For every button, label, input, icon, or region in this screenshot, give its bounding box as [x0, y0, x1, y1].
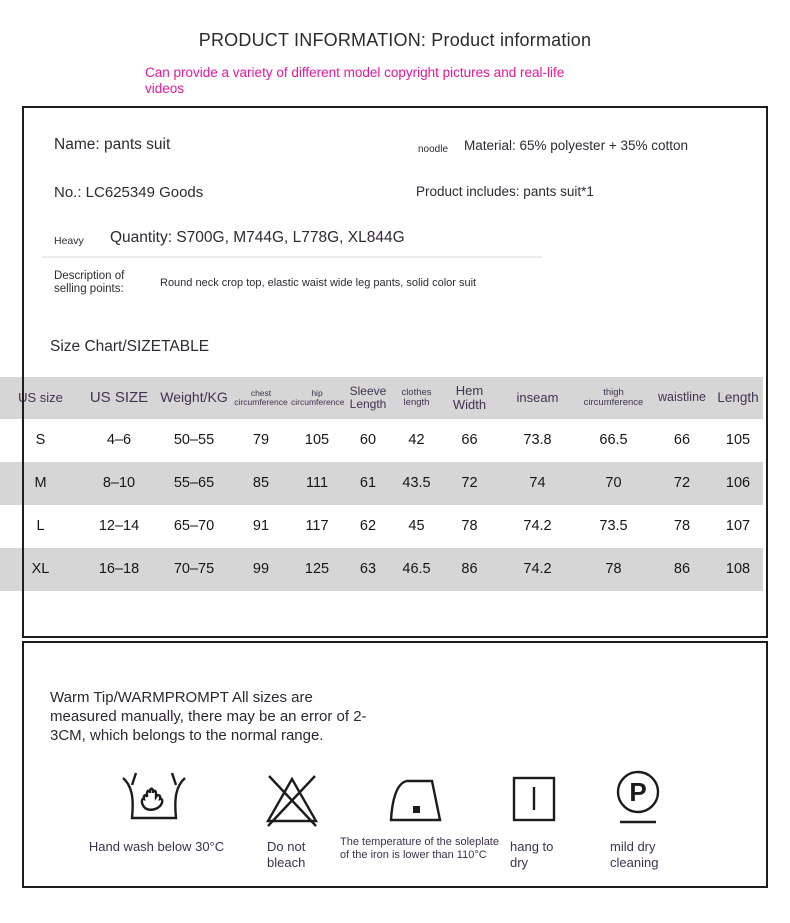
size-chart-cell: 78	[461, 517, 478, 534]
size-chart-cell: S	[35, 431, 46, 448]
description-label: Description of selling points:	[54, 270, 125, 296]
size-chart-cell: 65–70	[173, 517, 215, 534]
size-chart-cell: 45	[408, 517, 425, 534]
size-chart-cell: 55–65	[173, 474, 215, 491]
product-details-box	[22, 106, 768, 638]
size-chart-cell: 105	[725, 431, 751, 448]
size-chart-cell: 86	[461, 560, 478, 577]
size-chart-header-cell: thigh circumference	[583, 386, 644, 408]
size-chart-header-cell: US SIZE	[89, 388, 149, 406]
size-chart-cell: 73.8	[523, 431, 552, 448]
size-chart-cell: 4–6	[106, 431, 132, 448]
copyright-note: Can provide a variety of different model copyright pictures and real-life videos	[145, 65, 565, 96]
product-material: Material: 65% polyester + 35% cotton	[464, 138, 688, 153]
size-chart-header-cell: inseam	[516, 389, 559, 405]
product-quantity: Quantity: S700G, M744G, L778G, XL844G	[110, 229, 405, 246]
size-chart-cell: 79	[252, 431, 270, 448]
size-chart-cell: 61	[359, 474, 377, 491]
size-chart-cell: 117	[305, 517, 329, 534]
care-label: Hand wash below 30°C	[88, 839, 225, 854]
size-chart-heading: Size Chart/SIZETABLE	[50, 338, 210, 355]
size-chart-cell: 60	[359, 431, 377, 448]
size-chart-cell: 107	[725, 517, 751, 534]
size-chart-cell: L	[36, 517, 45, 534]
divider-line	[42, 256, 542, 258]
care-label: The temperature of the soleplate of the iron is lower than 110°C	[340, 836, 499, 862]
size-chart-header-cell: hip circumference	[291, 387, 345, 407]
size-chart-cell: 62	[359, 517, 377, 534]
size-chart-cell: 105	[304, 431, 330, 448]
size-chart-cell: M	[34, 474, 47, 491]
size-chart-cell: 66	[461, 431, 478, 448]
size-chart-header-cell: Length	[717, 389, 759, 405]
hang-to-dry-icon	[511, 774, 557, 824]
size-chart-cell: 74	[529, 474, 546, 491]
product-name: Name: pants suit	[54, 136, 171, 153]
size-chart-header-cell: Sleeve Length	[349, 383, 387, 411]
care-label: hang to dry	[510, 839, 554, 870]
size-chart-cell: 66.5	[599, 431, 628, 448]
size-chart-cell: 8–10	[102, 474, 136, 491]
material-prefix: noodle	[418, 144, 449, 155]
size-chart-cell: 85	[252, 474, 270, 491]
size-chart-cell: 78	[673, 517, 691, 534]
size-chart-header-cell: waistline	[658, 390, 706, 405]
size-chart-cell: 125	[304, 560, 330, 577]
size-chart-cell: 91	[252, 517, 270, 534]
size-chart-cell: 86	[673, 560, 691, 577]
size-chart-cell: 43.5	[402, 474, 431, 491]
size-chart-cell: 106	[725, 474, 751, 491]
size-chart-cell: 16–18	[98, 560, 140, 577]
size-chart-header-cell: clothes length	[401, 386, 432, 408]
size-chart-cell: 111	[305, 474, 329, 491]
size-chart-cell: 46.5	[402, 560, 431, 577]
svg-text:P: P	[629, 777, 647, 807]
iron-low-heat-icon	[388, 774, 446, 828]
size-chart-cell: 108	[725, 560, 751, 577]
size-chart-cell: 70	[605, 474, 622, 491]
size-chart-cell: 78	[605, 560, 622, 577]
size-chart-cell: 74.2	[523, 560, 552, 577]
warm-tip-text: Warm Tip/WARMPROMPT All sizes are measured manually, there may be an error of 2-3CM, which belongs to the normal range.	[50, 689, 367, 744]
weight-prefix: Heavy	[54, 235, 84, 247]
hand-wash-icon	[120, 770, 188, 828]
size-chart-cell: 70–75	[173, 560, 215, 577]
size-chart-cell: 63	[359, 560, 377, 577]
size-chart-cell: 72	[673, 474, 691, 491]
do-not-bleach-icon	[264, 771, 320, 829]
size-chart-cell: 50–55	[173, 431, 215, 448]
page-title: PRODUCT INFORMATION: Product information	[198, 30, 592, 50]
product-includes: Product includes: pants suit*1	[416, 184, 594, 199]
product-number: No.: LC625349 Goods	[54, 184, 204, 201]
size-chart-cell: 12–14	[98, 517, 140, 534]
size-chart-cell: 74.2	[523, 517, 552, 534]
size-chart-header-cell: US size	[18, 389, 63, 405]
size-chart-cell: 66	[673, 431, 691, 448]
size-chart-cell: 99	[252, 560, 270, 577]
size-chart-cell: XL	[31, 560, 50, 577]
care-instructions-box	[22, 641, 768, 888]
care-label: mild dry cleaning	[610, 839, 659, 870]
size-chart-cell: 42	[408, 431, 425, 448]
size-chart-header-cell: Hem Width	[452, 382, 487, 412]
care-label: Do not bleach	[267, 839, 306, 870]
size-chart-cell: 72	[461, 474, 478, 491]
size-chart-header-cell: chest circumference	[234, 387, 288, 407]
size-chart-header-cell: Weight/KG	[160, 389, 228, 406]
size-chart-cell: 73.5	[599, 517, 628, 534]
description-text: Round neck crop top, elastic waist wide leg pants, solid color suit	[160, 277, 477, 289]
mild-dry-clean-icon	[612, 767, 664, 829]
